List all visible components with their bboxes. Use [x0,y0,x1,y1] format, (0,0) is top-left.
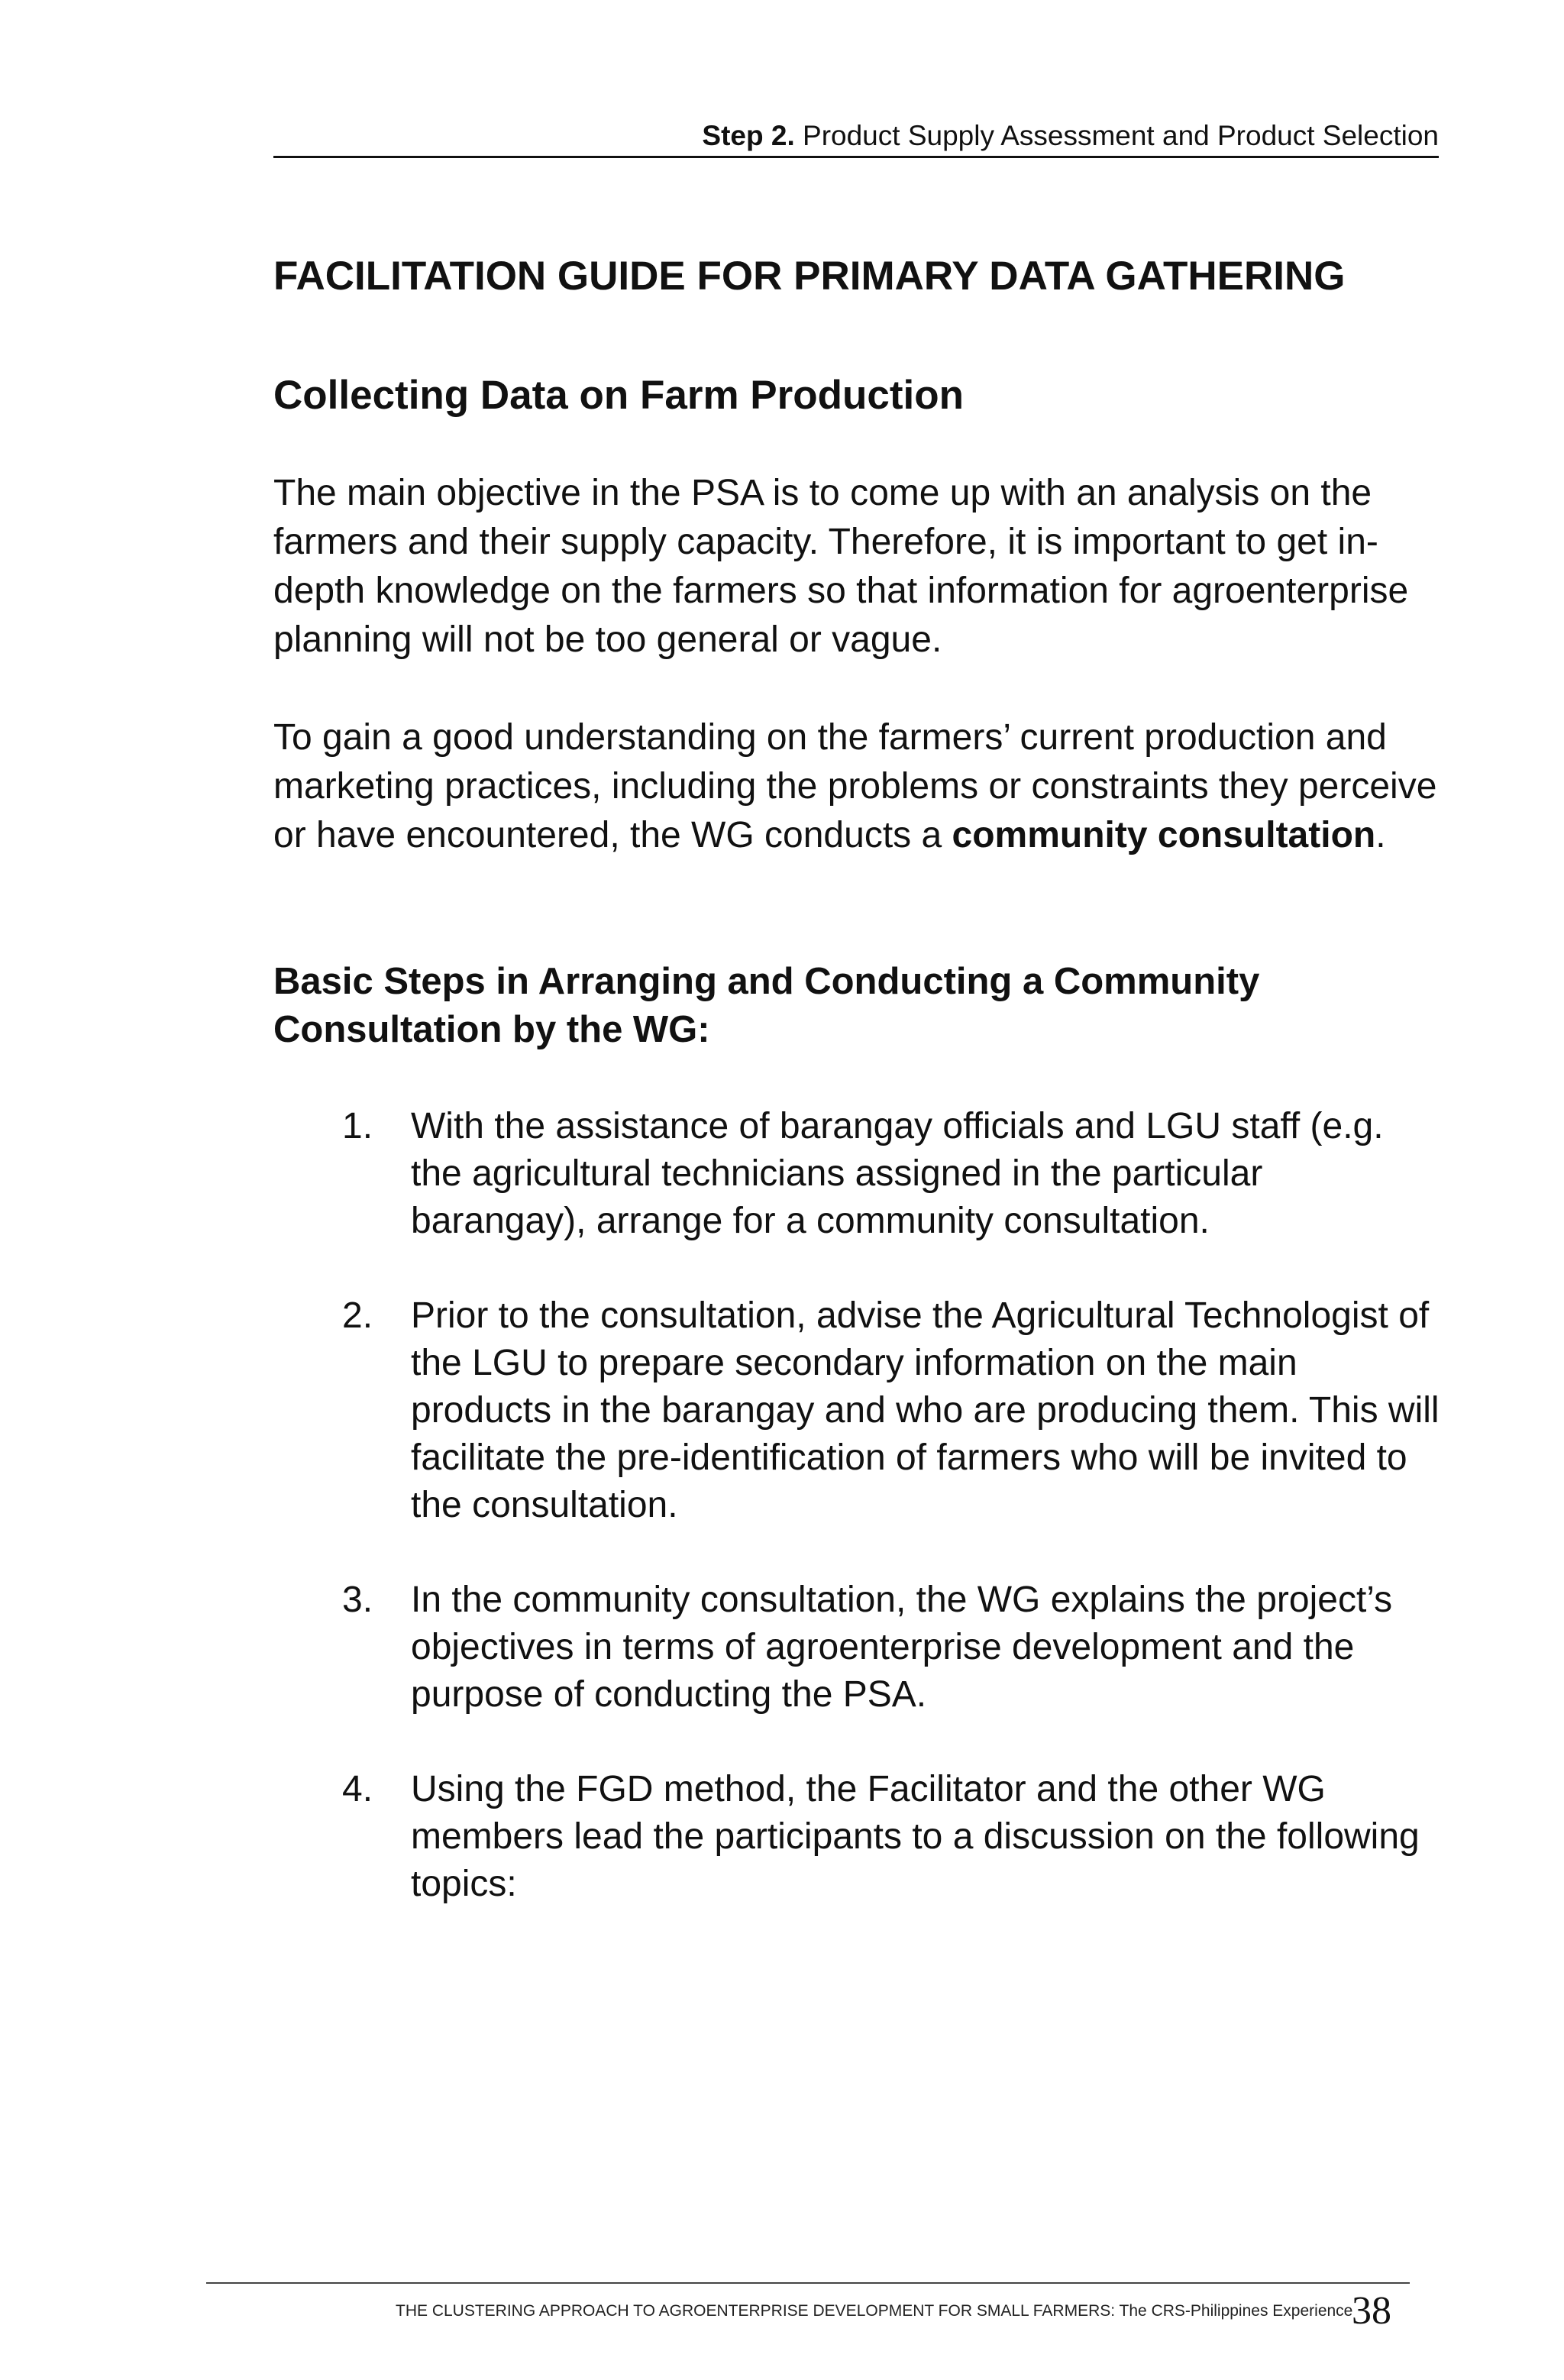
steps-list [273,1103,1442,1908]
list-item [273,1103,1442,1245]
consultation-paragraph [273,713,1442,860]
paragraph-text: To gain a good understanding on the farmers’ current production and marketing practices, including the problems or constraints they perceive or have encountered, the WG conducts a [273,717,1437,855]
header-step-label: Step 2. [702,120,795,151]
page-title: FACILITATION GUIDE FOR PRIMARY DATA GATHERING [273,254,1346,299]
header-step-title: Product Supply Assessment and Product Selection [794,120,1439,151]
list-item-text: Using the FGD method, the Facilitator and the other WG members lead the participants to a discussion on the following topics: [411,1769,1420,1904]
list-item-number: 3. [342,1580,373,1620]
steps-heading: Basic Steps in Arranging and Conducting a Community Consultation by the WG: [273,961,1260,1050]
paragraph-bold-term: community consultation [952,815,1376,855]
intro-paragraph: The main objective in the PSA is to come up with an analysis on the farmers and their supply capacity. Therefore, it is important to get in-depth knowledge on the farmers so that information for agroenterprise planning will not be too general or vague. [273,473,1409,660]
footer-divider [206,2282,1410,2284]
page-number: 38 [1352,2289,1391,2333]
list-item-number: 4. [342,1769,373,1809]
list-item-number: 2. [342,1295,373,1336]
list-item-text: With the assistance of barangay officials and LGU staff (e.g. the agricultural technicians assigned in the particular barangay), arrange for a community consultation. [411,1106,1384,1241]
list-item-number: 1. [342,1106,373,1146]
running-header [273,116,1439,158]
list-item-text: In the community consultation, the WG explains the project’s objectives in terms of agroenterprise development and the purpose of conducting the PSA. [411,1580,1393,1715]
list-item [273,1292,1442,1529]
paragraph-end: . [1375,815,1386,855]
list-item-text: Prior to the consultation, advise the Agricultural Technologist of the LGU to prepare secondary information on the main products in the barangay and who are producing them. This will facilitate the pre-identification of farmers who will be invited to the consultation. [411,1295,1440,1525]
section-subtitle: Collecting Data on Farm Production [273,373,965,418]
list-item [273,1576,1442,1719]
main-content [273,252,1442,1955]
list-item [273,1766,1442,1908]
footer-text: THE CLUSTERING APPROACH TO AGROENTERPRISE DEVELOPMENT FOR SMALL FARMERS: The CRS-Philippines Experience [396,2302,1353,2320]
